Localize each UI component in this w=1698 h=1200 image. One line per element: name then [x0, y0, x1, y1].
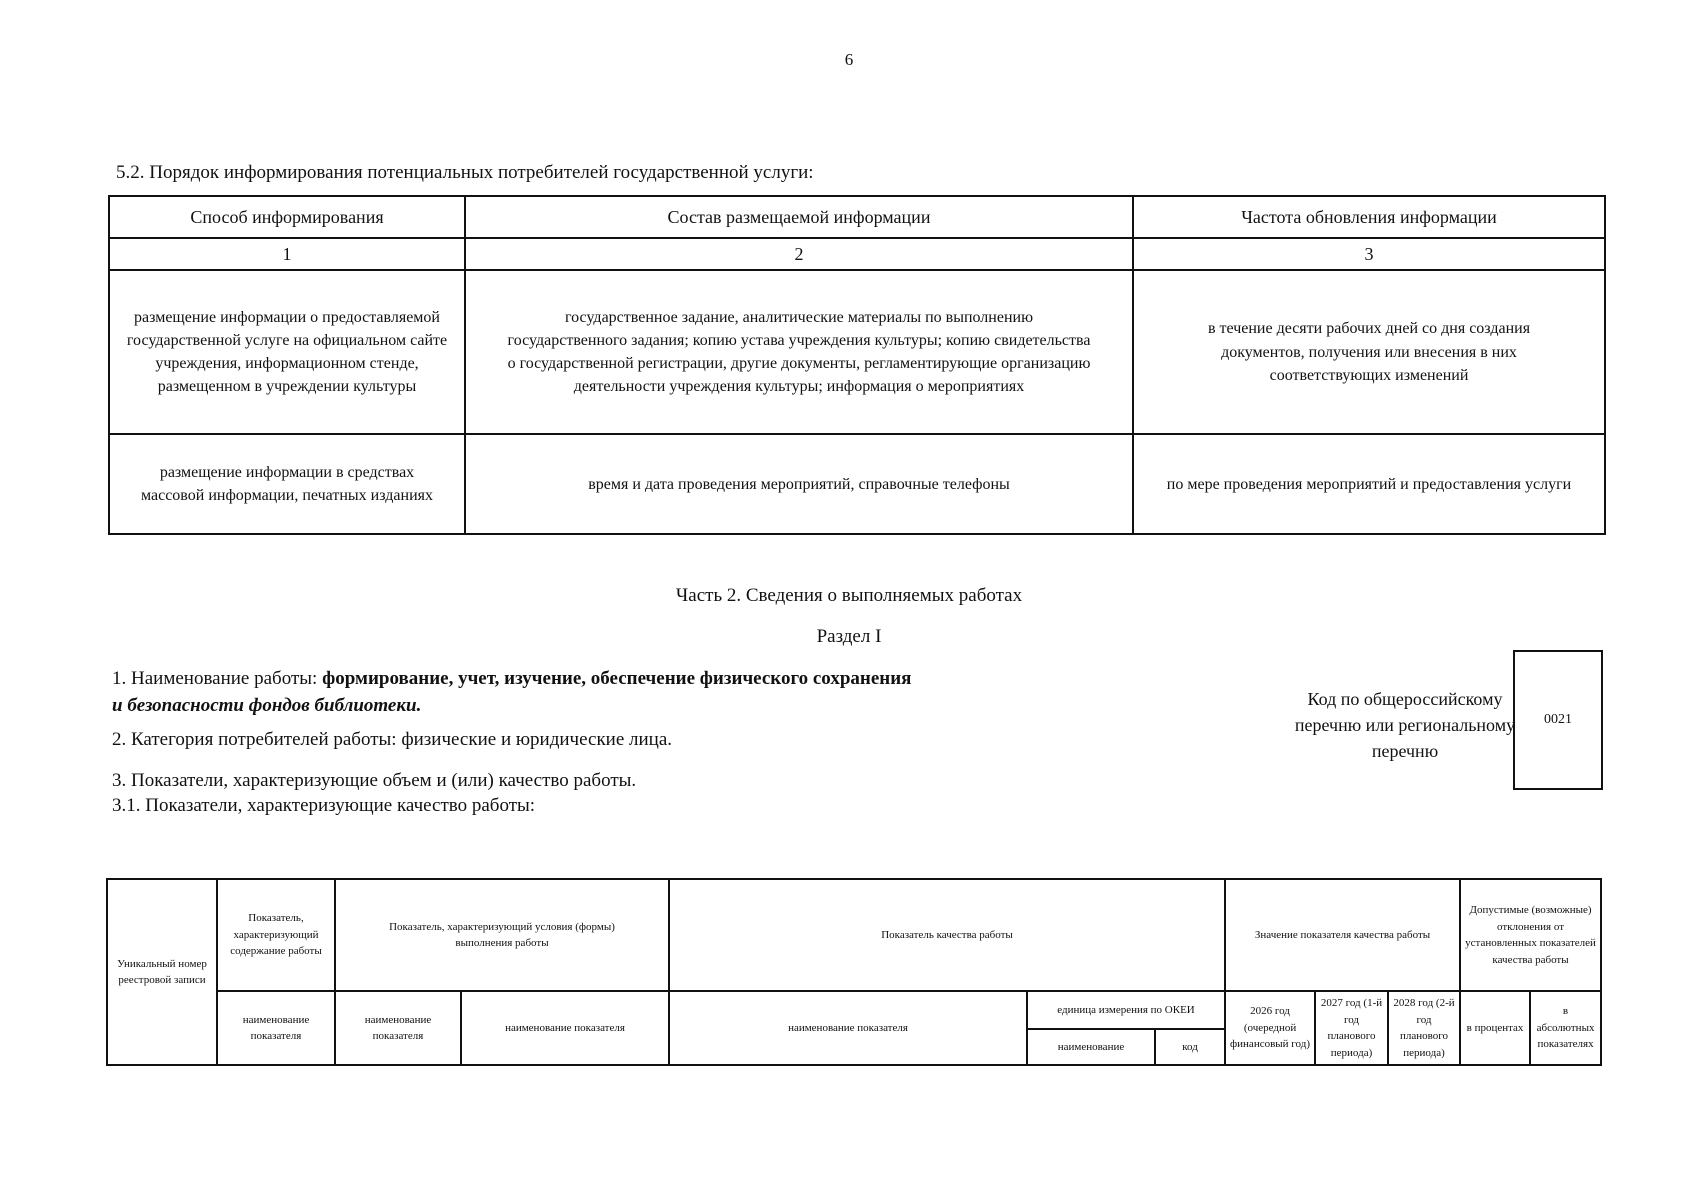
okei-name-header: наименование [1027, 1029, 1155, 1065]
table-cell: государственное задание, аналитические материалы по выполнению государственного задания; копию устава учреждения культуры; копию свидетельства о государственной регистрации, другие документы, регламентирующие организацию деятельности учреждения культуры; информация о мероприятиях [465, 270, 1133, 434]
okei-unit-header: единица измерения по ОКЕИ [1027, 991, 1225, 1029]
section-heading: Раздел I [816, 626, 882, 647]
registry-code-value: 0021 [1544, 712, 1572, 727]
table-cell: в течение десяти рабочих дней со дня создания документов, получения или внесения в них соответствующих изменений [1133, 270, 1605, 434]
percent-header: в процентах [1460, 991, 1530, 1065]
table-row [109, 434, 1605, 534]
header-content: Состав размещаемой информации [465, 196, 1133, 238]
column-number: 1 [109, 238, 465, 270]
header-method: Способ информирования [109, 196, 465, 238]
page-number: 6 [844, 50, 854, 69]
table-cell: размещение информации о предоставляемой государственной услуге на официальном сайте учреждения, информационном стенде, размещенном в учреждении культуры [109, 270, 465, 434]
column-number: 3 [1133, 238, 1605, 270]
absolute-header: в абсолютных показателях [1530, 991, 1601, 1065]
year-2027-header: 2027 год (1-й год планового периода) [1315, 991, 1388, 1065]
header-frequency: Частота обновления информации [1133, 196, 1605, 238]
table-cell: размещение информации в средствах массовой информации, печатных изданиях [109, 434, 465, 534]
work-name-value-line1: формирование, учет, изучение, обеспечение физического сохранения [322, 668, 912, 689]
work-name-value-line2: и безопасности фондов библиотеки. [112, 694, 422, 716]
section-title: 5.2. Порядок информирования потенциальных потребителей государственной услуги: [116, 162, 814, 183]
part-title: Часть 2. Сведения о выполняемых работах [675, 585, 1023, 606]
table-cell: время и дата проведения мероприятий, справочные телефоны [465, 434, 1133, 534]
year-2026-header: 2026 год (очередной финансовый год) [1225, 991, 1315, 1065]
column-number: 2 [465, 238, 1133, 270]
informing-table [108, 195, 1606, 535]
table-row [109, 270, 1605, 434]
work-name [112, 666, 911, 719]
indicators-heading: 3. Показатели, характеризующие объем и (или) качество работы. [112, 770, 637, 791]
work-name-label: 1. Наименование работы: [112, 668, 323, 689]
registry-code-box [1513, 650, 1603, 790]
name-indicator-header: наименование показателя [217, 991, 335, 1065]
content-indicator-header: Показатель, характеризующий содержание работы [217, 879, 335, 991]
table-cell: по мере проведения мероприятий и предоставления услуги [1133, 434, 1605, 534]
unique-number-header: Уникальный номер реестровой записи [107, 879, 217, 1065]
year-2028-header: 2028 год (2-й год планового периода) [1388, 991, 1460, 1065]
quality-table [106, 878, 1602, 1066]
quality-value-header: Значение показателя качества работы [1225, 879, 1460, 991]
okei-code-header: код [1155, 1029, 1225, 1065]
deviations-header: Допустимые (возможные) отклонения от установленных показателей качества работы [1460, 879, 1601, 991]
name-indicator-header: наименование показателя [669, 991, 1027, 1065]
quality-indicator-header: Показатель качества работы [669, 879, 1225, 991]
consumer-category: 2. Категория потребителей работы: физические и юридические лица. [112, 729, 673, 750]
name-indicator-header: наименование показателя [335, 991, 461, 1065]
name-indicator-header: наименование показателя [461, 991, 669, 1065]
quality-indicators-heading: 3.1. Показатели, характеризующие качество работы: [112, 795, 536, 816]
registry-code-label: Код по общероссийскому перечню или региональному перечню [1294, 689, 1516, 762]
conditions-indicator-header: Показатель, характеризующий условия (формы) выполнения работы [335, 879, 669, 991]
